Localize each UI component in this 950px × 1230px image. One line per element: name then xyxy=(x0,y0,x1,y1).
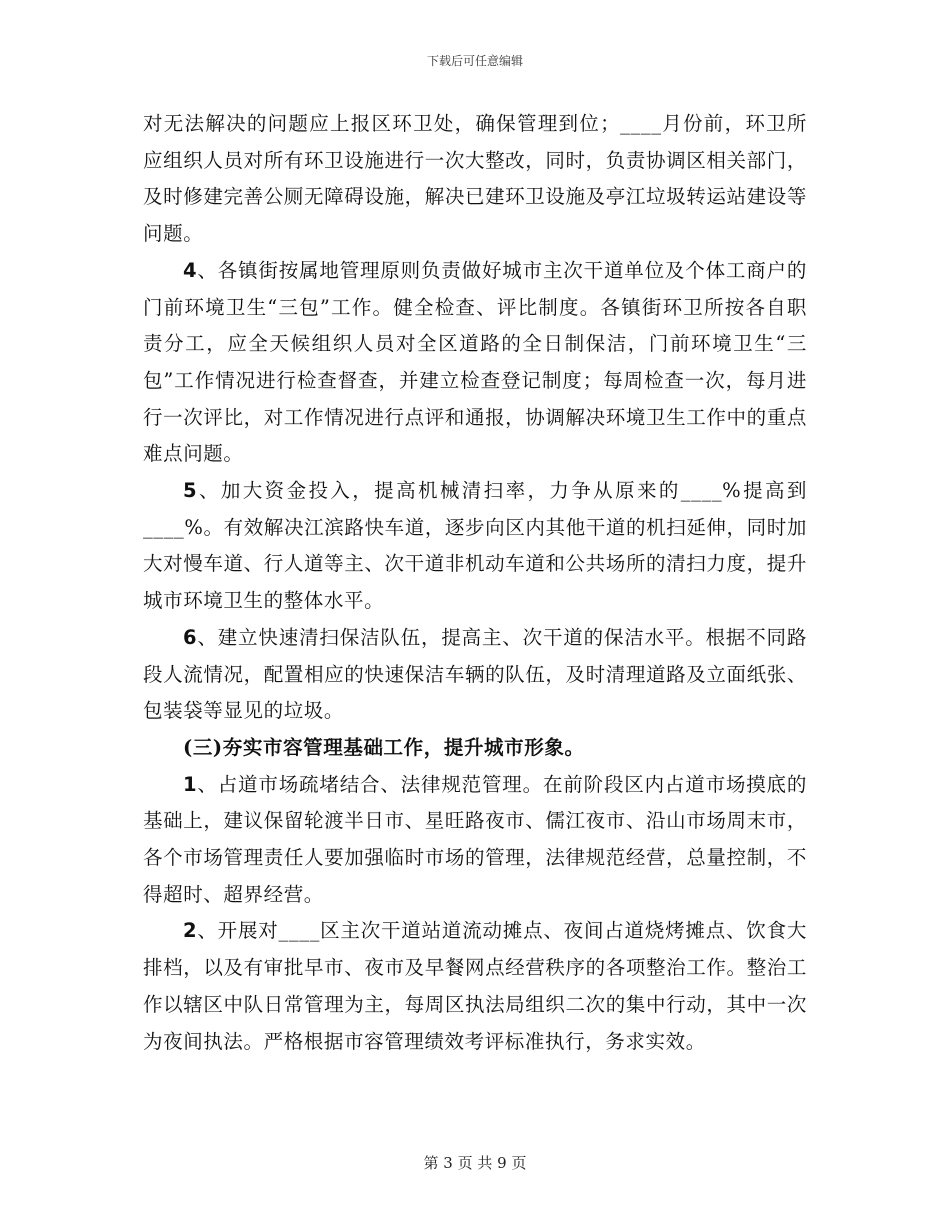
item-number: 5 xyxy=(183,479,198,503)
paragraph-item-6 xyxy=(143,620,807,730)
paragraph-text: 、占道市场疏堵结合、法律规范管理。在前阶段区内占道市场摸底的基础上，建议保留轮渡半日市、星旺路夜市、儒江夜市、沿山市场周末市，各个市场管理责任人要加强临时市场的管理，法律规范经营，总量控制，不得超时、超界经营。 xyxy=(143,772,807,906)
paragraph-item-2 xyxy=(143,913,807,1060)
document-body xyxy=(143,106,807,1060)
page-header: 下载后可任意编辑 xyxy=(426,54,523,68)
item-number: 4 xyxy=(183,258,198,282)
item-number: 1 xyxy=(183,772,198,796)
paragraph-text: 、各镇街按属地管理原则负责做好城市主次干道单位及个体工商户的门前环境卫生“三包”工作。健全检查、评比制度。各镇街环卫所按各自职责分工，应全天候组织人员对全区道路的全日制保洁，门前环境卫生“三包”工作情况进行检查督查，并建立检查登记制度；每周检查一次，每月进行一次评比，对工作情况进行点评和通报，协调解决环境卫生工作中的重点难点问题。 xyxy=(143,258,807,466)
item-number: 2 xyxy=(183,919,198,943)
section-heading: (三)夯实市容管理基础工作，提升城市形象。 xyxy=(183,735,585,759)
paragraph-text: 、加大资金投入，提高机械清扫率，力争从原来的____%提高到____%。有效解决江滨路快车道，逐步向区内其他干道的机扫延伸，同时加大对慢车道、行人道等主、次干道非机动车道和公共场所的清扫力度，提升城市环境卫生的整体水平。 xyxy=(143,479,807,613)
paragraph-text: 、开展对____区主次干道站道流动摊点、夜间占道烧烤摊点、饮食大排档，以及有审批早市、夜市及早餐网点经营秩序的各项整治工作。整治工作以辖区中队日常管理为主，每周区执法局组织二次的集中行动，其中一次为夜间执法。严格根据市容管理绩效考评标准执行，务求实效。 xyxy=(143,919,807,1053)
page-number: 第 3 页 共 9 页 xyxy=(423,1154,527,1172)
paragraph-continuation: 对无法解决的问题应上报区环卫处，确保管理到位；____月份前，环卫所应组织人员对所有环卫设施进行一次大整改，同时，负责协调区相关部门，及时修建完善公厕无障碍设施，解决已建环卫设施及亭江垃圾转运站建设等问题。 xyxy=(143,112,807,246)
paragraph-item-5 xyxy=(143,473,807,620)
item-number: 6 xyxy=(183,625,198,649)
paragraph-item-1 xyxy=(143,767,807,914)
paragraph-text: 、建立快速清扫保洁队伍，提高主、次干道的保洁水平。根据不同路段人流情况，配置相应的快速保洁车辆的队伍，及时清理道路及立面纸张、包装袋等显见的垃圾。 xyxy=(143,625,807,723)
paragraph-item-4 xyxy=(143,253,807,473)
